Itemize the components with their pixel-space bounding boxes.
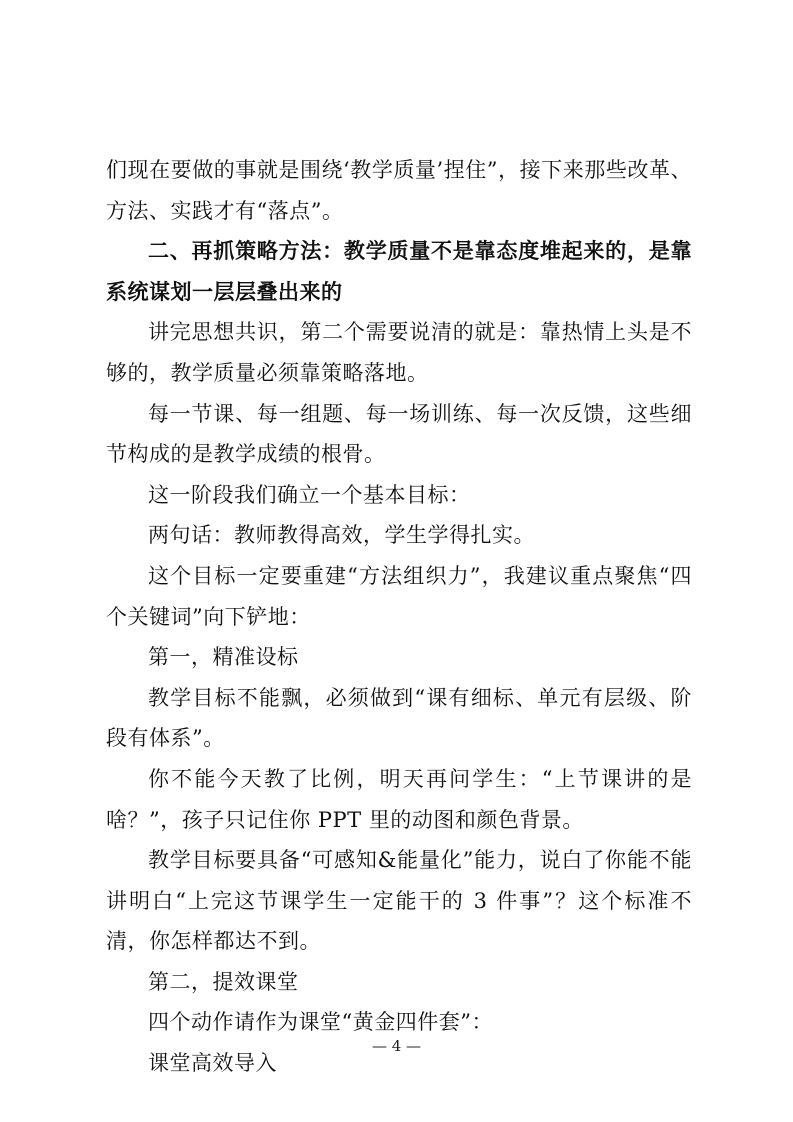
section-heading: 二、再抓策略方法：教学质量不是靠态度堆起来的，是靠系统谋划一层层叠出来的	[106, 238, 692, 304]
body-paragraph: 这个目标一定要重建“方法组织力”，我建议重点聚焦“四个关键词”向下铲地：	[106, 563, 692, 629]
subheading: 第一，精准设标	[148, 645, 299, 670]
body-paragraph: 教学目标不能飘，必须做到“课有细标、单元有层级、阶段有体系”。	[106, 685, 692, 751]
body-paragraph: 每一节课、每一组题、每一场训练、每一次反馈，这些细节构成的是教学成绩的根骨。	[106, 401, 692, 467]
body-paragraph: 教学目标要具备“可感知&能量化”能力，说白了你能不能讲明白“上完这节课学生一定能干的 3 件事”？这个标准不清，你怎样都达不到。	[106, 848, 692, 954]
body-paragraph: 你不能今天教了比例，明天再问学生：“上节课讲的是啥？”，孩子只记住你 PPT 里的动图和颜色背景。	[106, 766, 692, 832]
body-paragraph: 讲完思想共识，第二个需要说清的就是：靠热情上头是不够的，教学质量必须靠策略落地。	[106, 320, 692, 385]
subheading: 第二，提效课堂	[148, 969, 299, 994]
body-paragraph: 四个动作请作为课堂“黄金四件套”：	[148, 1010, 493, 1035]
body-paragraph: 两句话：教师教得高效，学生学得扎实。	[148, 523, 535, 548]
body-paragraph: 这一阶段我们确立一个基本目标：	[148, 482, 471, 507]
body-paragraph: 们现在要做的事就是围绕‘教学质量’捏住”，接下来那些改革、方法、实践才有“落点”。	[106, 158, 692, 223]
body-paragraph: 课堂高效导入	[148, 1051, 277, 1076]
document-body	[106, 150, 692, 1084]
page-number: — 4 —	[371, 1037, 422, 1055]
